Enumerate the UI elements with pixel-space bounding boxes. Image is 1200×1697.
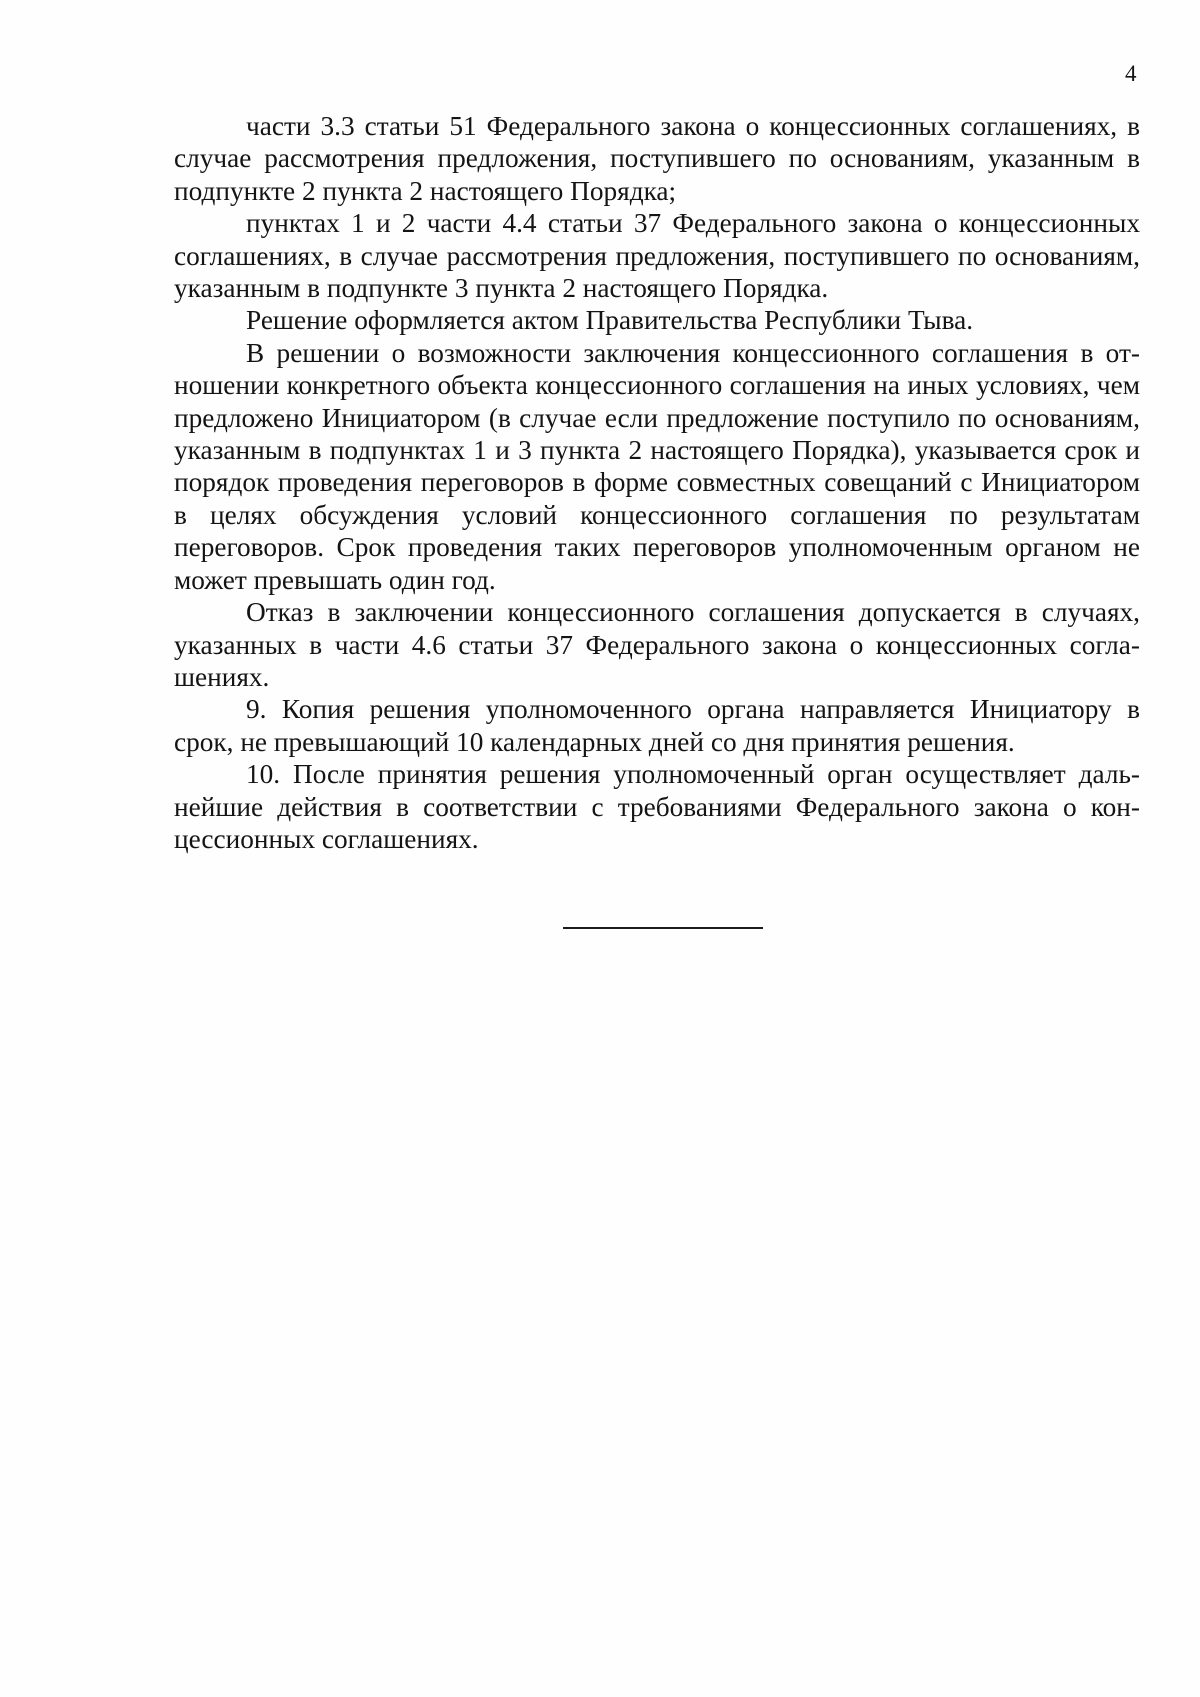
- paragraph-part-3-3-article-51: части 3.3 статьи 51 Федерального закона о концессионных соглашениях, в случае рассмотрения предложения, поступившего по основаниям, указанным в подпункте 2 пункта 2 настоящего Порядка;: [174, 111, 1140, 206]
- paragraph-negotiation-terms: В решении о возможности заключения концессионного соглашения в отношении конкретного объекта концессионного соглашения на иных условиях, чем предложено Инициатором (в случае если предложение поступило по основаниям, указанным в подпунктах 1 и 3 пункта 2 настоящего Порядка), указывается срок и порядок проведения переговоров в форме совместных совещаний с Инициатором в целях обсуждения условий концессионного соглашения по результатам переговоров. Срок проведения таких переговоров уполномоченным органом не может превышать один год.: [174, 337, 1140, 595]
- paragraph-items-1-2-part-4-4-article-37: пунктах 1 и 2 части 4.4 статьи 37 Федерального закона о концессионных соглашениях, в случае рассмотрения предложения, поступившего по основаниям, указанным в подпункте 3 пункта 2 настоящего Порядка.: [174, 208, 1140, 304]
- page-number: 4: [1125, 61, 1137, 86]
- paragraph-decision-formalization: Решение оформляется актом Правительства Республики Тыва.: [246, 305, 974, 336]
- end-of-document-separator: [563, 927, 763, 929]
- paragraph-refusal-cases: Отказ в заключении концессионного соглашения допускается в случаях, указанных в части 4.6 статьи 37 Федерального закона о концессионных соглашениях.: [174, 597, 1140, 692]
- paragraph-item-9: 9. Копия решения уполномоченного органа направляется Инициатору в срок, не превышающий 10 календарных дней со дня принятия решения.: [174, 694, 1140, 757]
- document-body: [174, 110, 1140, 855]
- paragraph-item-10: 10. После принятия решения уполномоченный орган осуществляет дальнейшие действия в соответствии с требованиями Федерального закона о концессионных соглашениях.: [174, 759, 1140, 854]
